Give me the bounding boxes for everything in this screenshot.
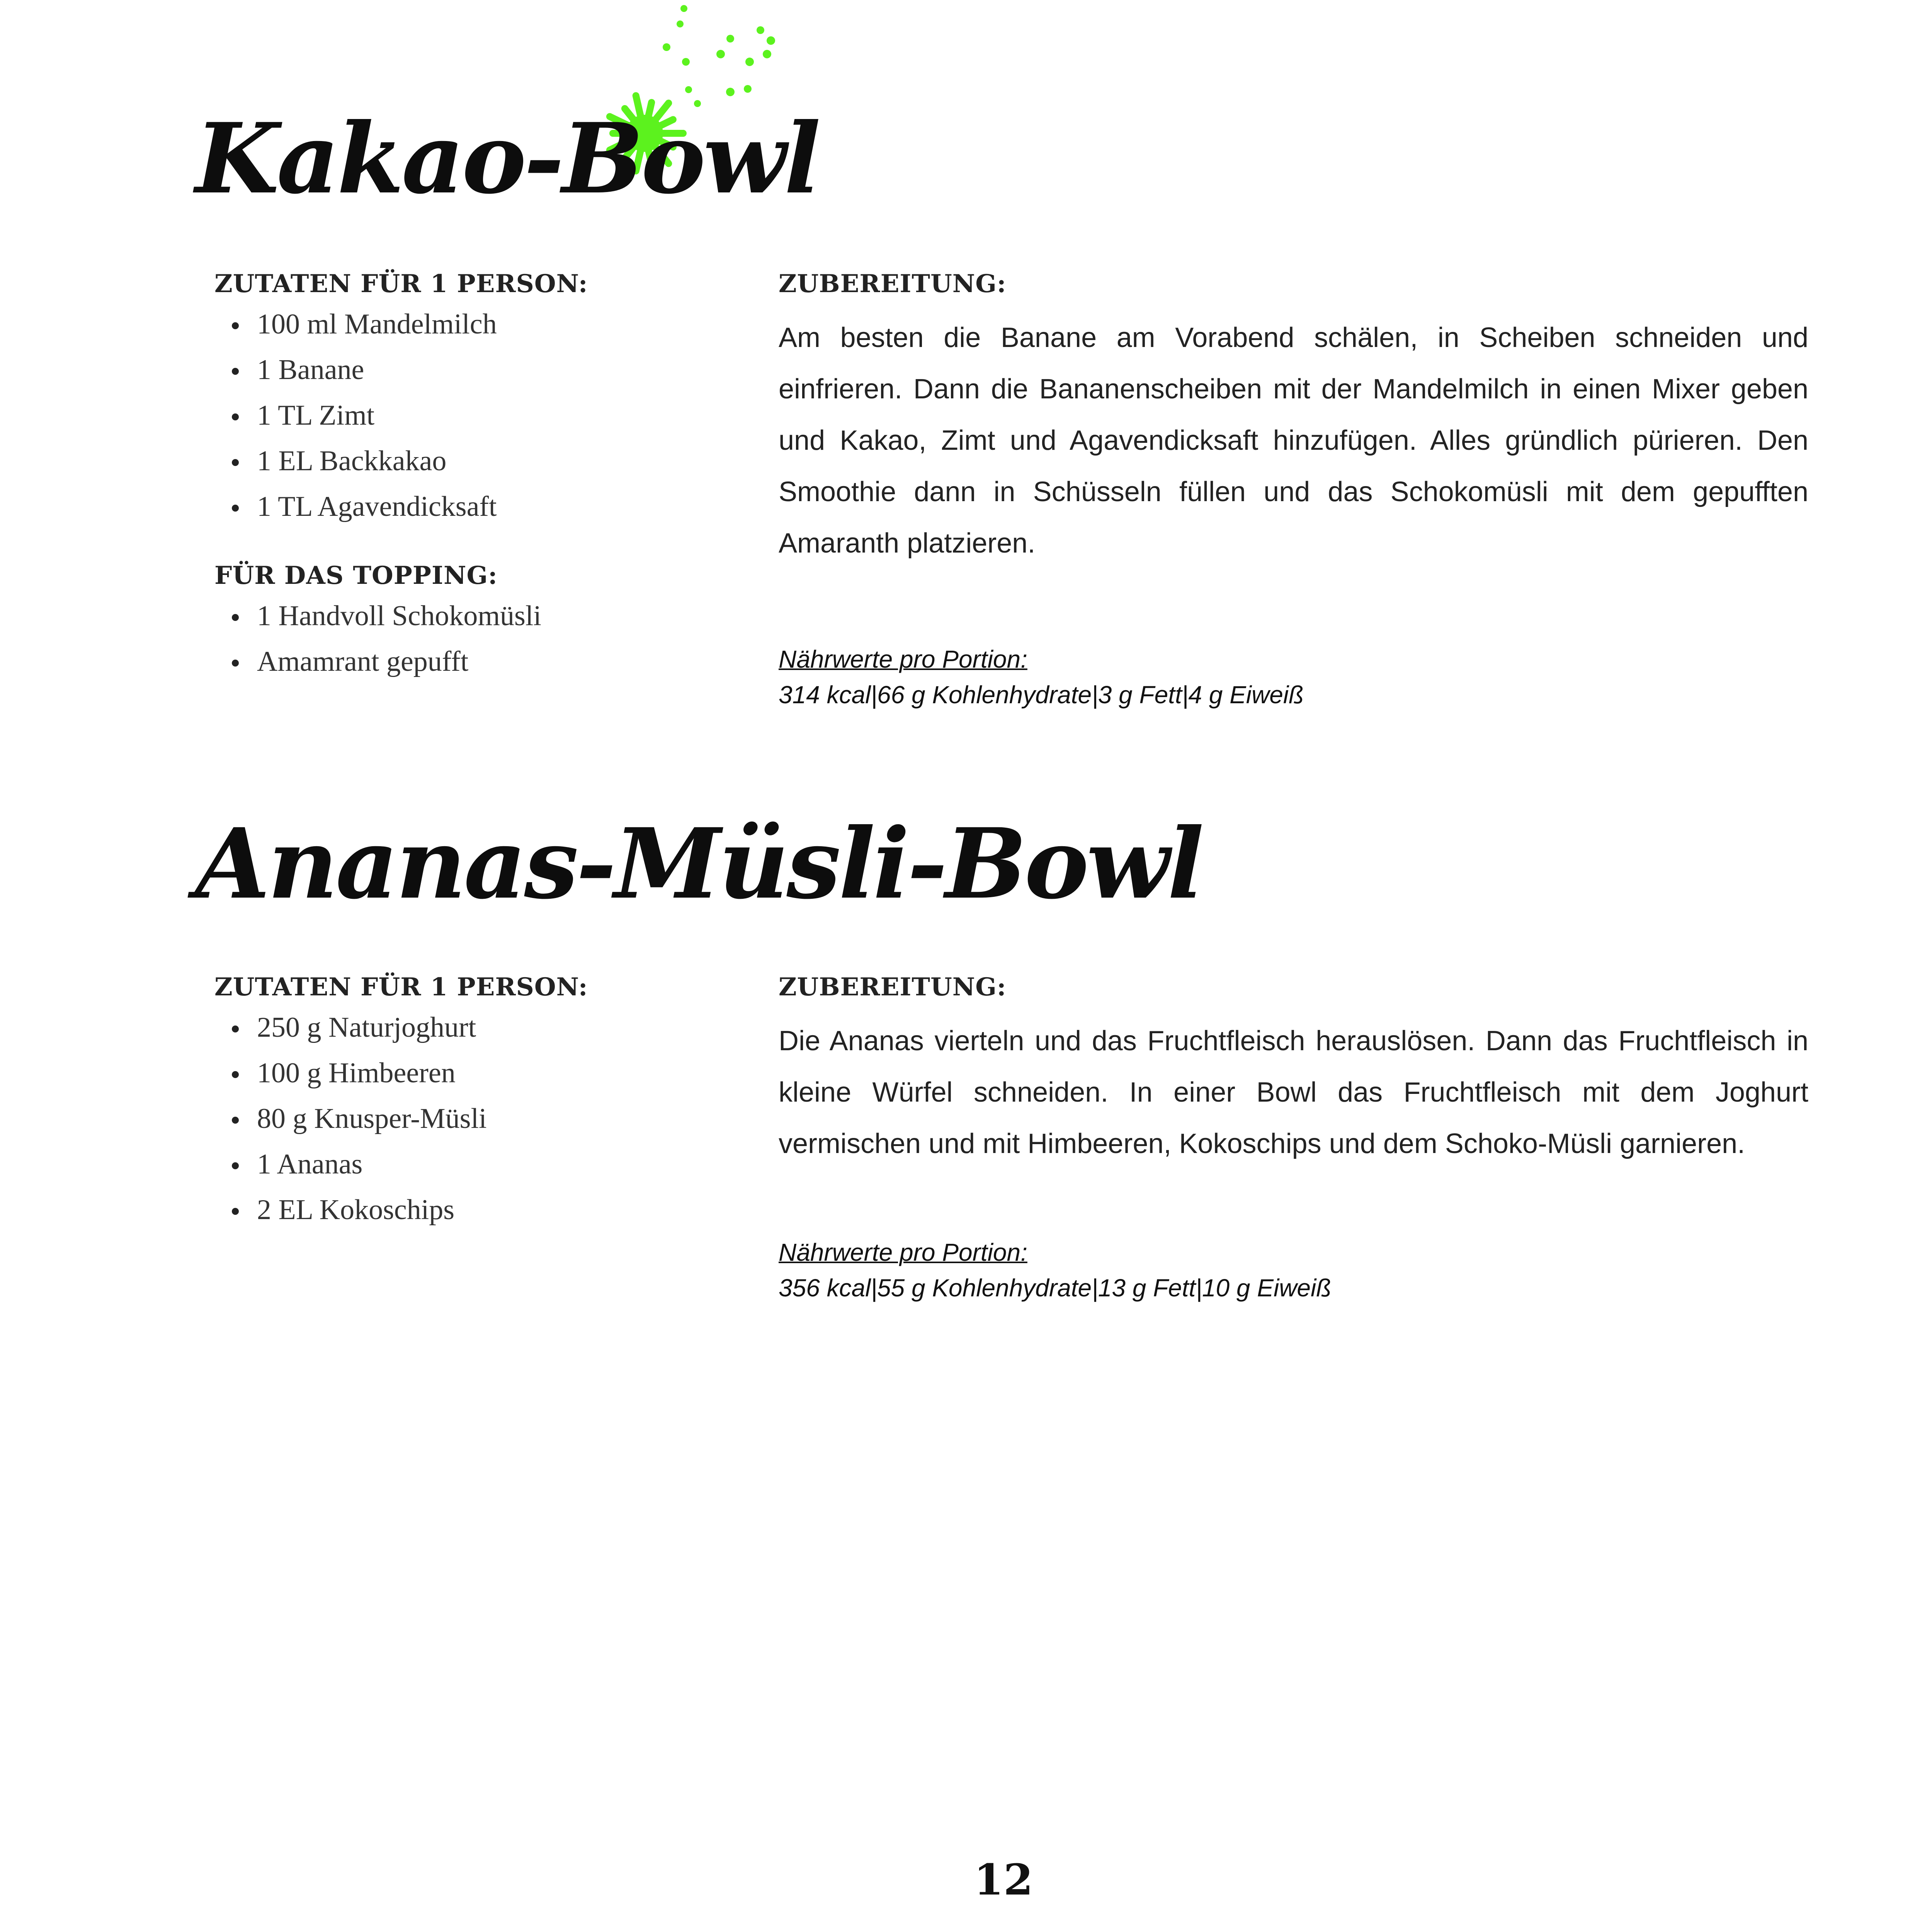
preparation-heading: ZUBEREITUNG: — [779, 973, 1007, 1002]
nutrition-values: 314 kcal|66 g Kohlenhydrate|3 g Fett|4 g Eiweiß — [779, 681, 1304, 709]
ingredients-column — [214, 267, 755, 684]
preparation-column — [779, 267, 1808, 569]
topping-item: Amamrant gepufft — [257, 639, 755, 684]
ingredient-item: 100 g Himbeeren — [257, 1050, 755, 1096]
ingredient-item: 1 Ananas — [257, 1141, 755, 1187]
page-number: 12 — [974, 1855, 1033, 1905]
nutrition-values: 356 kcal|55 g Kohlenhydrate|13 g Fett|10 g Eiweiß — [779, 1274, 1332, 1302]
ingredient-item: 2 EL Kokoschips — [257, 1187, 755, 1233]
nutrition-info — [779, 641, 1304, 713]
nutrition-label: Nährwerte pro Portion: — [779, 645, 1027, 673]
preparation-text: Die Ananas vierteln und das Fruchtfleisch herauslösen. Dann das Fruchtfleisch in kleine Würfel schneiden. In einer Bowl das Fruchtfleisch mit dem Joghurt vermischen und mit Himbeeren, Kokoschips und dem Schoko-Müsli garnieren. — [779, 1026, 1808, 1159]
nutrition-label: Nährwerte pro Portion: — [779, 1238, 1027, 1266]
topping-item: 1 Handvoll Schokomüsli — [257, 593, 755, 639]
ingredients-heading: ZUTATEN FÜR 1 PERSON: — [214, 269, 588, 298]
ingredients-list — [214, 301, 755, 529]
preparation-text: Am besten die Banane am Vorabend schälen, in Scheiben schneiden und einfrieren. Dann die Bananenscheiben mit der Mandelmilch in einen Mixer geben und Kakao, Zimt und Agavendicksaft hinzufügen. Alles gründlich pürieren. Den Smoothie dann in Schüsseln füllen und das Schokomüsli mit dem gepufften Amaranth platzieren. — [779, 322, 1808, 559]
preparation-heading: ZUBEREITUNG: — [779, 269, 1007, 298]
preparation-column — [779, 970, 1808, 1170]
ingredient-item: 1 TL Agavendicksaft — [257, 484, 755, 529]
ingredient-item: 100 ml Mandelmilch — [257, 301, 755, 347]
ingredients-column — [214, 970, 755, 1233]
ingredient-item: 1 EL Backkakao — [257, 438, 755, 484]
ingredients-list — [214, 1005, 755, 1233]
nutrition-info — [779, 1235, 1331, 1306]
recipe-title: Kakao-Bowl — [195, 102, 819, 215]
ingredient-item: 80 g Knusper-Müsli — [257, 1096, 755, 1141]
ingredients-heading: ZUTATEN FÜR 1 PERSON: — [214, 973, 588, 1002]
topping-list — [214, 593, 755, 684]
ingredient-item: 1 TL Zimt — [257, 393, 755, 438]
ingredient-item: 250 g Naturjoghurt — [257, 1005, 755, 1050]
topping-heading: FÜR DAS TOPPING: — [214, 561, 498, 590]
recipe-title: Ananas-Müsli-Bowl — [195, 807, 1202, 920]
ingredient-item: 1 Banane — [257, 347, 755, 393]
